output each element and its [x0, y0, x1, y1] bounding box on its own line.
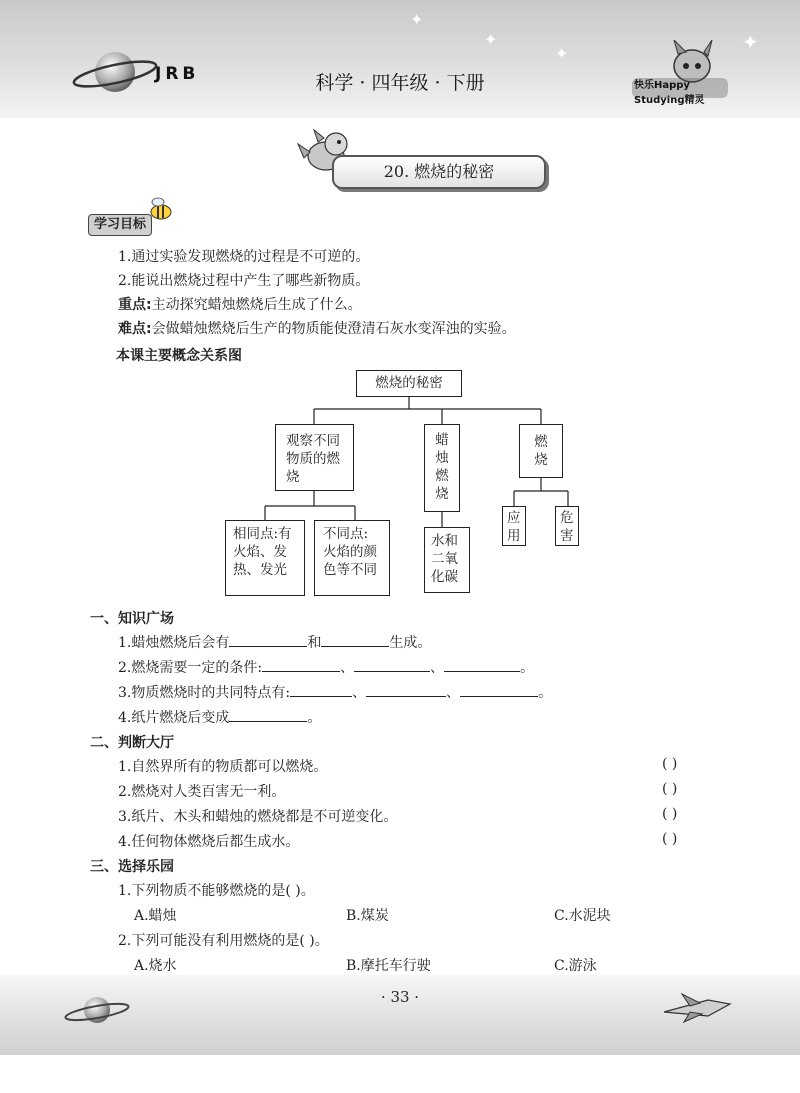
answer-paren[interactable]: ( ) [662, 831, 678, 847]
choice-question: 2.下列可能没有利用燃烧的是( )。 [118, 933, 329, 949]
diagram-node-water-co2: 水和二氧化碳 [424, 527, 470, 593]
fill-question-4 [118, 707, 321, 727]
answer-blank[interactable] [321, 632, 389, 647]
sparkle-icon: ✦ [484, 30, 498, 49]
answer-paren[interactable]: ( ) [662, 756, 678, 772]
choice-option[interactable]: A.烧水 [134, 958, 177, 974]
diagram-title: 本课主要概念关系图 [116, 348, 242, 364]
difficult-text: 会做蜡烛燃烧后生产的物质能使澄清石灰水变浑浊的实验。 [151, 321, 516, 337]
sparkle-icon: ✦ [555, 44, 569, 63]
diagram-node-same: 相同点:有火焰、发热、发光 [225, 520, 305, 596]
separator: 、 [340, 660, 355, 676]
choice-question: 1.下列物质不能够燃烧的是( )。 [118, 883, 315, 899]
diagram-node-harm: 危害 [555, 506, 579, 546]
answer-blank[interactable] [444, 657, 520, 672]
goals-tag: 学习目标 [88, 214, 152, 236]
choice-option[interactable]: B.摩托车行驶 [346, 958, 431, 974]
choice-option[interactable]: C.水泥块 [554, 908, 611, 924]
answer-blank[interactable] [290, 682, 352, 697]
key-label: 重点: [118, 297, 152, 313]
answer-paren[interactable]: ( ) [662, 806, 678, 822]
brand-logo: JRB [155, 64, 200, 84]
answer-blank[interactable] [366, 682, 446, 697]
answer-paren[interactable]: ( ) [662, 781, 678, 797]
choice-option[interactable]: A.蜡烛 [134, 908, 177, 924]
mascot-logo-text: 快乐Happy Studying精灵 [634, 80, 705, 106]
fill-question-1 [118, 632, 431, 652]
diagram-node-observe: 观察不同物质的燃烧 [275, 424, 354, 491]
question-text: 。 [307, 710, 322, 726]
separator: 、 [352, 685, 367, 701]
answer-blank[interactable] [460, 682, 538, 697]
diagram-node-diff: 不同点:火焰的颜色等不同 [314, 520, 390, 596]
section-1-title: 一、知识广场 [90, 611, 174, 627]
difficult-label: 难点: [118, 321, 152, 337]
fill-question-2 [118, 657, 534, 677]
diagram-root: 燃烧的秘密 [356, 370, 462, 397]
planet-icon [62, 990, 132, 1030]
diagram-node-candle: 蜡烛燃烧 [424, 424, 460, 512]
separator: 、 [430, 660, 445, 676]
question-text: 和 [307, 635, 322, 651]
question-text: 。 [520, 660, 535, 676]
answer-blank[interactable] [229, 632, 307, 647]
key-text: 主动探究蜡烛燃烧后生成了什么。 [151, 297, 362, 313]
question-text: 。 [538, 685, 553, 701]
sparkle-icon: ✦ [742, 30, 759, 54]
question-text: 4.纸片燃烧后变成 [118, 710, 230, 726]
diagram-node-burning: 燃烧 [519, 424, 563, 478]
judge-item: 2.燃烧对人类百害无一利。 [118, 784, 286, 800]
question-text: 生成。 [389, 635, 432, 651]
goal-item: 1.通过实验发现燃烧的过程是不可逆的。 [118, 249, 370, 265]
judge-item: 1.自然界所有的物质都可以燃烧。 [118, 759, 328, 775]
separator: 、 [446, 685, 461, 701]
goal-item: 2.能说出燃烧过程中产生了哪些新物质。 [118, 273, 370, 289]
section-2-title: 二、判断大厅 [90, 735, 174, 751]
section-3-title: 三、选择乐园 [90, 859, 174, 875]
question-text: 2.燃烧需要一定的条件: [118, 660, 263, 676]
space-shuttle-icon [660, 990, 740, 1026]
answer-blank[interactable] [229, 707, 307, 722]
choice-option[interactable]: C.游泳 [554, 958, 597, 974]
answer-blank[interactable] [354, 657, 430, 672]
fill-question-3 [118, 682, 552, 702]
question-text: 3.物质燃烧时的共同特点有: [118, 685, 291, 701]
lesson-title: 20. 燃烧的秘密 [332, 155, 546, 189]
diagram-node-use: 应用 [502, 506, 526, 546]
question-text: 1.蜡烛燃烧后会有 [118, 635, 230, 651]
page-number: · 33 · [380, 988, 420, 1006]
sparkle-icon: ✦ [410, 10, 424, 29]
answer-blank[interactable] [262, 657, 340, 672]
choice-option[interactable]: B.煤炭 [346, 908, 389, 924]
book-title: 科学 · 四年级 · 下册 [315, 72, 485, 94]
judge-item: 3.纸片、木头和蜡烛的燃烧都是不可逆变化。 [118, 809, 398, 825]
judge-item: 4.任何物体燃烧后都生成水。 [118, 834, 300, 850]
